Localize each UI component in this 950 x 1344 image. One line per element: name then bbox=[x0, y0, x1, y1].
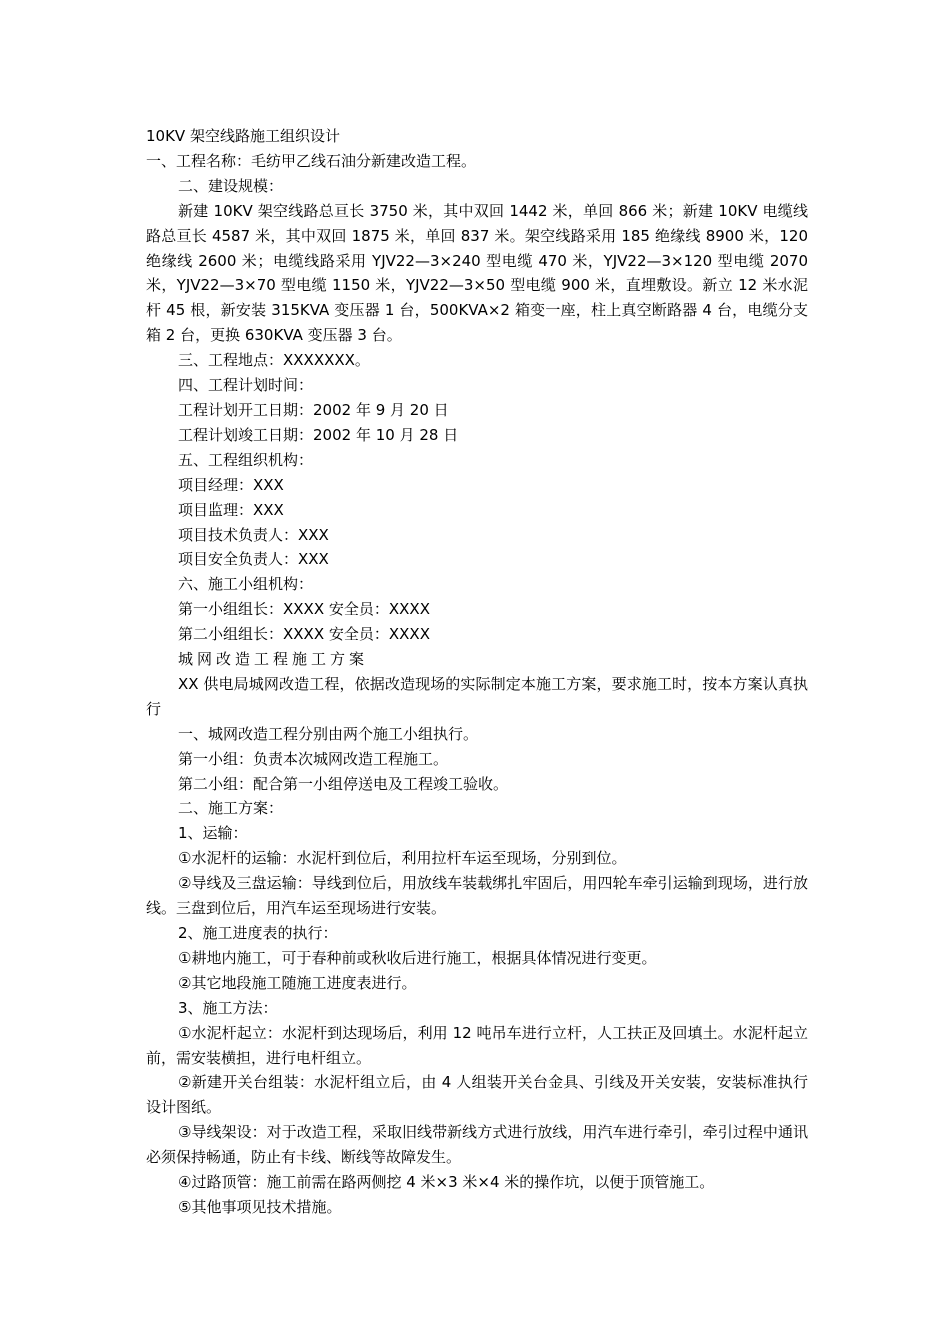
paragraph: ③导线架设：对于改造工程，采取旧线带新线方式进行放线，用汽车进行牵引，牵引过程中通讯必须保持畅通，防止有卡线、断线等故障发生。 bbox=[146, 1123, 808, 1167]
paragraph: ②导线及三盘运输：导线到位后，用放线车装载绑扎牢固后，用四轮车牵引运输到现场，进行放线。三盘到位后，用汽车运至现场进行安装。 bbox=[146, 874, 808, 918]
paragraph: ①水泥杆的运输：水泥杆到位后，利用拉杆车运至现场，分别到位。 bbox=[178, 849, 627, 868]
paragraph: 1、运输： bbox=[178, 824, 248, 843]
paragraph: 第一小组组长：XXXX 安全员：XXXX bbox=[178, 600, 430, 619]
paragraph: 四、工程计划时间： bbox=[178, 376, 314, 395]
paragraph: 工程计划开工日期：2002 年 9 月 20 日 bbox=[178, 400, 449, 419]
paragraph: 三、工程地点：XXXXXXX。 bbox=[178, 351, 370, 370]
paragraph: 二、施工方案： bbox=[178, 799, 284, 818]
paragraph: 二、建设规模： bbox=[178, 176, 284, 195]
paragraph: 第一小组：负责本次城网改造工程施工。 bbox=[178, 749, 449, 768]
paragraph: ②其它地段施工随施工进度表进行。 bbox=[178, 973, 417, 992]
document-title: 10KV 架空线路施工组织设计 bbox=[146, 127, 340, 145]
paragraph: 一、工程名称：毛纺甲乙线石油分新建改造工程。 bbox=[146, 151, 477, 170]
paragraph: 工程计划竣工日期：2002 年 10 月 28 日 bbox=[178, 425, 459, 444]
document-page bbox=[146, 124, 808, 1220]
paragraph: 新建 10KV 架空线路总亘长 3750 米，其中双回 1442 米，单回 866 米；新建 10KV 电缆线路总亘长 4587 米，其中双回 1875 米，单回 837 米。架空线路采用 185 绝缘线 8900 米，120 绝缘线 2600 米；电缆线路采用 YJV22—3×240 型电缆 470 米，YJV22—3×120 型电缆 2070 米，YJV22—3×70 型电缆 1150 米，YJV22—3×50 型电缆 900 米，直埋敷设。新立 12 米水泥杆 45 根，新安装 315KVA 变压器 1 台，500KVA×2 箱变一座，柱上真空断路器 4 台，电缆分支箱 2 台，更换 630KVA 变压器 3 台。 bbox=[146, 201, 808, 345]
paragraph: 项目安全负责人：XXX bbox=[178, 550, 329, 569]
paragraph: ②新建开关台组装：水泥杆组立后，由 4 人组装开关台金具、引线及开关安装，安装标准执行设计图纸。 bbox=[146, 1073, 808, 1117]
paragraph: 六、施工小组机构： bbox=[178, 575, 314, 594]
section-heading: 城网改造工程施工方案 bbox=[178, 650, 369, 669]
paragraph: 2、施工进度表的执行： bbox=[178, 924, 338, 942]
paragraph: ①水泥杆起立：水泥杆到达现场后，利用 12 吨吊车进行立杆，人工扶正及回填土。水泥杆起立前，需安装横担，进行电杆组立。 bbox=[146, 1023, 808, 1067]
paragraph: ④过路顶管：施工前需在路两侧挖 4 米×3 米×4 米的操作坑，以便于顶管施工。 bbox=[178, 1173, 715, 1192]
paragraph: 项目监理：XXX bbox=[178, 500, 284, 519]
paragraph: 项目经理：XXX bbox=[178, 475, 284, 494]
paragraph: XX 供电局城网改造工程，依据改造现场的实际制定本施工方案，要求施工时，按本方案认真执行 bbox=[146, 674, 808, 718]
paragraph: 一、城网改造工程分别由两个施工小组执行。 bbox=[178, 724, 479, 743]
paragraph: 五、工程组织机构： bbox=[178, 450, 314, 469]
paragraph: 项目技术负责人：XXX bbox=[178, 525, 329, 544]
paragraph: 第二小组：配合第一小组停送电及工程竣工验收。 bbox=[178, 774, 509, 793]
paragraph: 第二小组组长：XXXX 安全员：XXXX bbox=[178, 625, 430, 644]
paragraph: ⑤其他事项见技术措施。 bbox=[178, 1197, 342, 1216]
paragraph: 3、施工方法： bbox=[178, 998, 278, 1017]
paragraph: ①耕地内施工，可于春种前或秋收后进行施工，根据具体情况进行变更。 bbox=[178, 948, 657, 967]
